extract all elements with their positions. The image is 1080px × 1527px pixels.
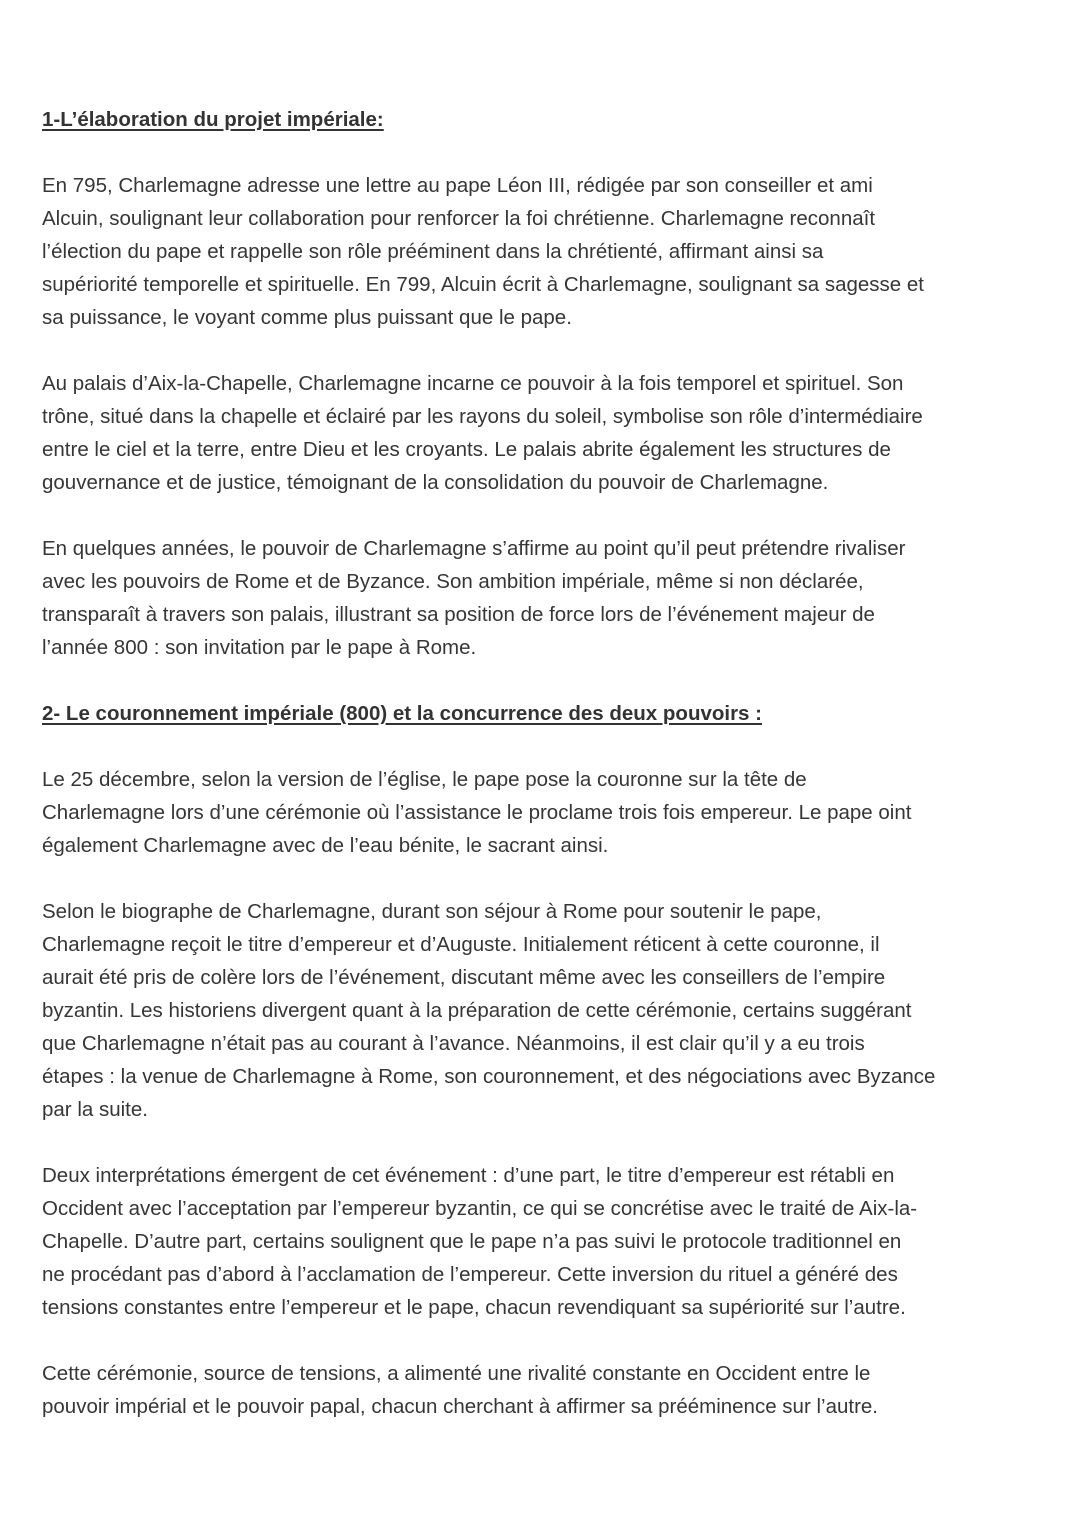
paragraph-line: supériorité temporelle et spirituelle. En 799, Alcuin écrit à Charlemagne, soulignant sa sagesse et [42,273,924,296]
paragraph [42,763,1052,862]
paragraph-line: ne procédant pas d’abord à l’acclamation de l’empereur. Cette inversion du rituel a généré des [42,1263,898,1286]
paragraph-line: que Charlemagne n’était pas au courant à l’avance. Néanmoins, il est clair qu’il y a eu trois [42,1032,865,1055]
section [42,697,1052,1423]
paragraph [42,532,1052,664]
paragraph-line: tensions constantes entre l’empereur et le pape, chacun revendiquant sa supériorité sur l’autre. [42,1296,906,1319]
paragraph-line: Deux interprétations émergent de cet événement : d’une part, le titre d’empereur est rétabli en [42,1164,895,1187]
paragraph [42,1159,1052,1324]
paragraph-line: trône, situé dans la chapelle et éclairé par les rayons du soleil, symbolise son rôle d’intermédiaire [42,405,923,428]
paragraph-line: Cette cérémonie, source de tensions, a alimenté une rivalité constante en Occident entre le [42,1362,871,1385]
paragraph-line: étapes : la venue de Charlemagne à Rome, son couronnement, et des négociations avec Byzance [42,1065,936,1088]
paragraph-line: sa puissance, le voyant comme plus puissant que le pape. [42,306,572,329]
paragraph-line: Charlemagne reçoit le titre d’empereur et d’Auguste. Initialement réticent à cette couronne, il [42,933,880,956]
section-heading: 2- Le couronnement impériale (800) et la concurrence des deux pouvoirs : [42,702,762,725]
paragraph [42,169,1052,334]
paragraph-line: pouvoir impérial et le pouvoir papal, chacun cherchant à affirmer sa prééminence sur l’autre. [42,1395,879,1418]
paragraph [42,895,1052,1126]
section [42,103,1052,664]
paragraph-line: byzantin. Les historiens divergent quant à la préparation de cette cérémonie, certains suggérant [42,999,912,1022]
paragraph-line: par la suite. [42,1098,148,1121]
paragraph-line: En 795, Charlemagne adresse une lettre au pape Léon III, rédigée par son conseiller et ami [42,174,873,197]
paragraph-line: l’année 800 : son invitation par le pape à Rome. [42,636,477,659]
paragraph-line: Occident avec l’acceptation par l’empereur byzantin, ce qui se concrétise avec le traité de Aix-la- [42,1197,918,1220]
paragraph-line: avec les pouvoirs de Rome et de Byzance. Son ambition impériale, même si non déclarée, [42,570,864,593]
paragraph-line: Chapelle. D’autre part, certains soulignent que le pape n’a pas suivi le protocole traditionnel en [42,1230,902,1253]
paragraph-line: Charlemagne lors d’une cérémonie où l’assistance le proclame trois fois empereur. Le pape oint [42,801,912,824]
paragraph-line: transparaît à travers son palais, illustrant sa position de force lors de l’événement majeur de [42,603,875,626]
paragraph-line: également Charlemagne avec de l’eau bénite, le sacrant ainsi. [42,834,609,857]
paragraph-line: Le 25 décembre, selon la version de l’église, le pape pose la couronne sur la tête de [42,768,807,791]
paragraph-line: Selon le biographe de Charlemagne, durant son séjour à Rome pour soutenir le pape, [42,900,822,923]
paragraph [42,1357,1052,1423]
paragraph-line: gouvernance et de justice, témoignant de la consolidation du pouvoir de Charlemagne. [42,471,829,494]
document-body [42,103,1052,1456]
paragraph-line: aurait été pris de colère lors de l’événement, discutant même avec les conseillers de l’empire [42,966,886,989]
paragraph [42,367,1052,499]
paragraph-line: entre le ciel et la terre, entre Dieu et les croyants. Le palais abrite également les structures de [42,438,891,461]
paragraph-line: Au palais d’Aix-la-Chapelle, Charlemagne incarne ce pouvoir à la fois temporel et spirituel. Son [42,372,904,395]
paragraph-line: En quelques années, le pouvoir de Charlemagne s’affirme au point qu’il peut prétendre rivaliser [42,537,906,560]
paragraph-line: l’élection du pape et rappelle son rôle prééminent dans la chrétienté, affirmant ainsi sa [42,240,824,263]
section-heading: 1-L’élaboration du projet impériale: [42,108,384,131]
paragraph-line: Alcuin, soulignant leur collaboration pour renforcer la foi chrétienne. Charlemagne reconnaît [42,207,876,230]
